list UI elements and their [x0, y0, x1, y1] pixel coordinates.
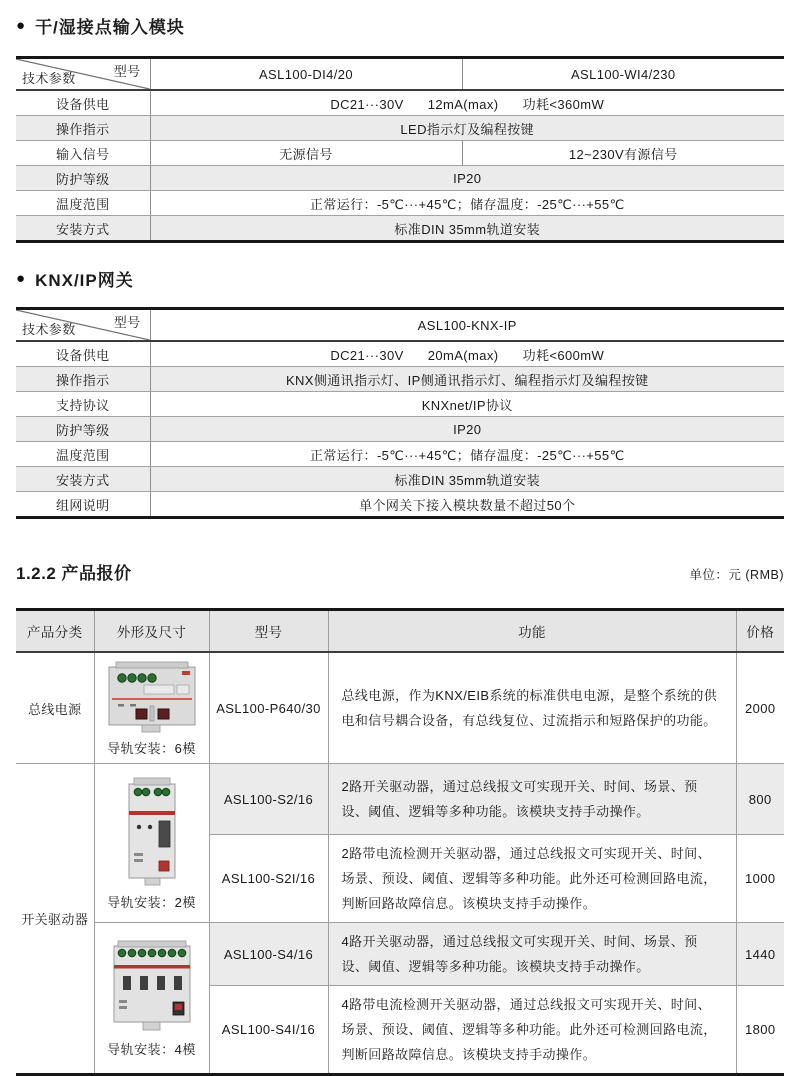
mount-caption: 导轨安装：6模 [107, 741, 196, 756]
spec-row-indicators [16, 367, 784, 392]
function-cell: 4路开关驱动器，通过总线报文可实现开关、时间、场景、预设、阈值、逻辑等多种功能。该模块支持手动操作。 [328, 923, 736, 986]
corner-label-tech-params: 技术参数 [22, 71, 76, 86]
spec-label: 安装方式 [16, 467, 150, 492]
mount-caption: 导轨安装：4模 [107, 1042, 196, 1057]
section-title-dry-wet [16, 14, 784, 36]
product-row-bus-power [16, 652, 784, 764]
column-header-category: 产品分类 [16, 610, 94, 653]
spec-value: 标准DIN 35mm轨道安装 [150, 216, 784, 242]
product-row-s4-16 [16, 923, 784, 986]
spec-label: 温度范围 [16, 442, 150, 467]
appearance-cell [94, 764, 209, 923]
product-image-4-module-switch-actuator [111, 938, 193, 1034]
pricing-unit-note: 单位：元 (RMB) [689, 568, 784, 582]
product-figure [99, 771, 205, 915]
spec-label: 支持协议 [16, 392, 150, 417]
price-cell: 1800 [744, 1022, 776, 1037]
model-header-cell: ASL100-WI4/230 [462, 58, 784, 91]
model-header-cell: ASL100-DI4/20 [150, 58, 462, 91]
model-cell: ASL100-S2/16 [209, 764, 328, 835]
model-cell: ASL100-S4I/16 [209, 986, 328, 1075]
dry-wet-spec-table [16, 56, 784, 243]
spec-row-indicators [16, 116, 784, 141]
spec-row-input-signal [16, 141, 784, 166]
product-figure [99, 934, 205, 1062]
product-figure [99, 655, 205, 761]
mount-caption: 导轨安装：2模 [107, 895, 196, 910]
spec-row-protocol [16, 392, 784, 417]
spec-label: 操作指示 [16, 367, 150, 392]
spec-value: IP20 [150, 417, 784, 442]
spec-value: 正常运行：-5℃···+45℃；储存温度：-25℃···+55℃ [150, 442, 784, 467]
diagonal-header-cell [16, 309, 150, 342]
spec-label: 安装方式 [16, 216, 150, 242]
spec-value: 正常运行：-5℃···+45℃；储存温度：-25℃···+55℃ [150, 191, 784, 216]
product-row-s2-16 [16, 764, 784, 835]
section-bullet-icon: ● [16, 269, 26, 287]
function-cell: 2路开关驱动器，通过总线报文可实现开关、时间、场景、预设、阈值、逻辑等多种功能。该模块支持手动操作。 [328, 764, 736, 835]
spec-value: KNXnet/IP协议 [150, 392, 784, 417]
spec-value: 单个网关下接入模块数量不超过50个 [359, 497, 576, 513]
section-bullet-icon: ● [16, 16, 26, 34]
knx-ip-gateway-spec-table [16, 307, 784, 519]
price-cell: 1440 [736, 923, 784, 986]
spec-value: 标准DIN 35mm轨道安装 [150, 467, 784, 492]
product-pricing-table [16, 608, 784, 1076]
function-cell: 2路带电流检测开关驱动器，通过总线报文可实现开关、时间、场景、预设、阈值、逻辑等多种功能。此外还可检测回路电流，判断回路故障信息。该模块支持手动操作。 [328, 835, 736, 923]
spec-row-protection [16, 417, 784, 442]
product-image-2-module-switch-actuator [125, 775, 179, 887]
spec-row-temperature [16, 191, 784, 216]
model-cell: ASL100-P640/30 [209, 652, 328, 764]
column-header-price: 价格 [736, 610, 784, 653]
table-header-row [16, 58, 784, 91]
spec-row-temperature [16, 442, 784, 467]
spec-value-left: 无源信号 [150, 141, 462, 166]
spec-row-protection [16, 166, 784, 191]
spec-label: 组网说明 [16, 492, 150, 518]
spec-value: IP20 [150, 166, 784, 191]
corner-label-model: 型号 [113, 64, 141, 79]
spec-row-power [16, 341, 784, 367]
spec-row-power [16, 90, 784, 116]
spec-label: 设备供电 [16, 341, 150, 367]
spec-value: LED指示灯及编程按键 [150, 116, 784, 141]
spec-label: 防护等级 [16, 166, 150, 191]
model-header-cell: ASL100-KNX-IP [150, 309, 784, 342]
pricing-header-row [16, 610, 784, 653]
spec-row-networking [16, 492, 784, 518]
appearance-cell [94, 652, 209, 764]
price-cell: 800 [736, 764, 784, 835]
column-header-appearance: 外形及尺寸 [94, 610, 209, 653]
spec-value: KNX侧通讯指示灯、IP侧通讯指示灯、编程指示灯及编程按键 [150, 367, 784, 392]
spec-value-right: 12~230V有源信号 [462, 141, 784, 166]
spec-value: DC21···30V 12mA(max) 功耗<360mW [150, 90, 784, 116]
price-cell: 1000 [736, 835, 784, 923]
pricing-heading-row [16, 559, 784, 584]
spec-row-mounting [16, 216, 784, 242]
corner-label-tech-params: 技术参数 [22, 322, 76, 337]
appearance-cell [94, 923, 209, 1075]
spec-label: 设备供电 [16, 90, 150, 116]
function-cell: 总线电源，作为KNX/EIB系统的标准供电电源，是整个系统的供电和信号耦合设备，有总线复位、过流指示和短路保护的功能。 [328, 652, 736, 764]
corner-label-model: 型号 [113, 315, 141, 330]
product-image-bus-power-supply [106, 659, 198, 733]
section-title-knx-ip-gateway [16, 267, 784, 289]
column-header-function: 功能 [328, 610, 736, 653]
column-header-model: 型号 [209, 610, 328, 653]
section-title-text: KNX/IP网关 [35, 270, 134, 290]
category-cell: 开关驱动器 [16, 764, 94, 1075]
table-header-row [16, 309, 784, 342]
section-title-text: 干/湿接点输入模块 [35, 17, 185, 37]
spec-label: 防护等级 [16, 417, 150, 442]
spec-value: DC21···30V 20mA(max) 功耗<600mW [150, 341, 784, 367]
spec-label: 温度范围 [16, 191, 150, 216]
category-cell: 总线电源 [16, 652, 94, 764]
price-cell: 2000 [736, 652, 784, 764]
spec-label: 输入信号 [16, 141, 150, 166]
spec-row-mounting [16, 467, 784, 492]
model-cell: ASL100-S4/16 [209, 923, 328, 986]
model-cell: ASL100-S2I/16 [209, 835, 328, 923]
pricing-heading: 1.2.2 产品报价 [16, 564, 132, 583]
spec-label: 操作指示 [16, 116, 150, 141]
function-cell: 4路带电流检测开关驱动器，通过总线报文可实现开关、时间、场景、预设、阈值、逻辑等多种功能。此外还可检测回路电流，判断回路故障信息。该模块支持手动操作。 [328, 986, 736, 1075]
diagonal-header-cell [16, 58, 150, 91]
